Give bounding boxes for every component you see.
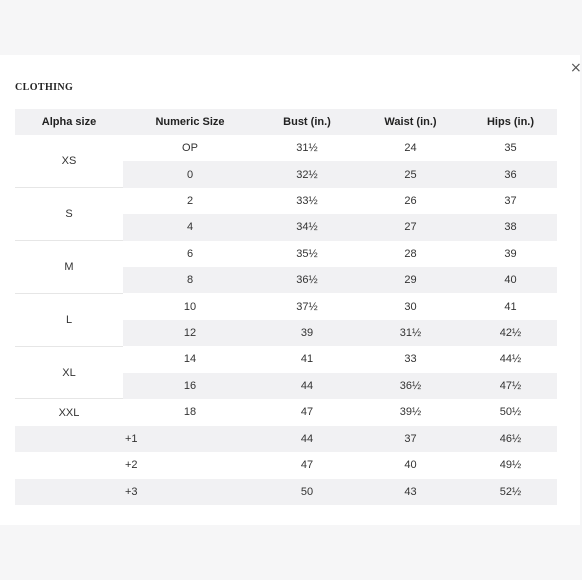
numeric-size-cell: 6 [186,247,194,260]
table-row [15,241,557,267]
hips-cell: 47½ [499,379,522,392]
section-title: CLOTHING [15,82,74,93]
waist-cell: 33 [404,353,417,366]
hips-cell: 41 [504,300,517,313]
hips-cell: 49½ [499,459,522,472]
bust-cell: 41 [300,353,314,366]
alpha-size-cell: XS [15,135,123,188]
hips-cell: 44½ [499,353,522,366]
plus-size-cell: +1 [125,432,138,445]
bust-cell: 31½ [296,142,318,155]
waist-cell: 31½ [399,326,422,339]
bust-cell: 47 [300,459,314,472]
waist-cell: 39½ [399,406,422,419]
bust-cell: 44 [300,379,314,392]
hips-cell: 36 [504,168,517,181]
bust-cell: 37½ [296,300,318,313]
hips-cell: 37 [504,194,517,207]
table-row [15,293,557,319]
plus-size-cell: +2 [125,459,138,472]
hips-cell: 50½ [499,406,522,419]
table-row [15,346,557,372]
waist-cell: 29 [404,274,417,287]
hips-cell: 52½ [499,485,522,498]
numeric-size-cell: 10 [183,300,197,313]
hips-cell: 42½ [499,326,522,339]
alpha-size-cell: L [15,293,123,346]
hips-cell: 46½ [499,432,522,445]
waist-cell: 40 [404,459,417,472]
table-row [15,479,557,505]
waist-cell: 30 [404,300,417,313]
table-header-row [15,109,557,135]
hips-cell: 38 [504,221,517,234]
bust-cell: 35½ [296,247,318,260]
numeric-size-cell: 14 [183,353,197,366]
bust-cell: 32½ [296,168,318,181]
column-header-hips: Hips (in.) [464,109,557,135]
numeric-size-cell: 18 [183,406,197,419]
table-row [15,426,557,452]
column-header-waist: Waist (in.) [357,109,464,135]
column-header-numeric-size: Numeric Size [123,109,257,135]
bust-cell: 33½ [296,194,318,207]
numeric-size-cell: 12 [183,326,197,339]
waist-cell: 28 [404,247,417,260]
size-table [15,109,557,505]
table-row [15,399,557,426]
alpha-size-cell: XXL [58,406,80,419]
bust-cell: 50 [300,485,314,498]
column-header-bust: Bust (in.) [257,109,357,135]
numeric-size-cell: 2 [186,194,194,207]
waist-cell: 36½ [399,379,422,392]
numeric-size-cell: 16 [183,379,197,392]
bust-cell: 44 [300,432,314,445]
waist-cell: 27 [404,221,417,234]
table-row [15,188,557,214]
hips-cell: 39 [504,247,517,260]
bust-cell: 34½ [296,221,318,234]
bust-cell: 36½ [296,274,318,287]
table-row [15,452,557,478]
waist-cell: 43 [404,485,417,498]
size-chart-panel [0,55,580,525]
bust-cell: 47 [300,406,314,419]
hips-cell: 35 [504,142,517,155]
waist-cell: 37 [404,432,417,445]
table-row [15,135,557,161]
alpha-size-cell: S [15,188,123,241]
alpha-size-cell: XL [15,346,123,399]
numeric-size-cell: 0 [186,168,194,181]
waist-cell: 24 [404,142,417,155]
numeric-size-cell: 8 [186,274,194,287]
close-icon[interactable]: × [570,60,582,76]
alpha-size-cell: M [15,241,123,294]
waist-cell: 26 [404,194,417,207]
hips-cell: 40 [504,274,517,287]
waist-cell: 25 [404,168,417,181]
column-header-alpha-size: Alpha size [15,109,123,135]
bust-cell: 39 [300,326,314,339]
numeric-size-cell: OP [182,142,198,155]
numeric-size-cell: 4 [186,221,194,234]
plus-size-cell: +3 [125,485,138,498]
